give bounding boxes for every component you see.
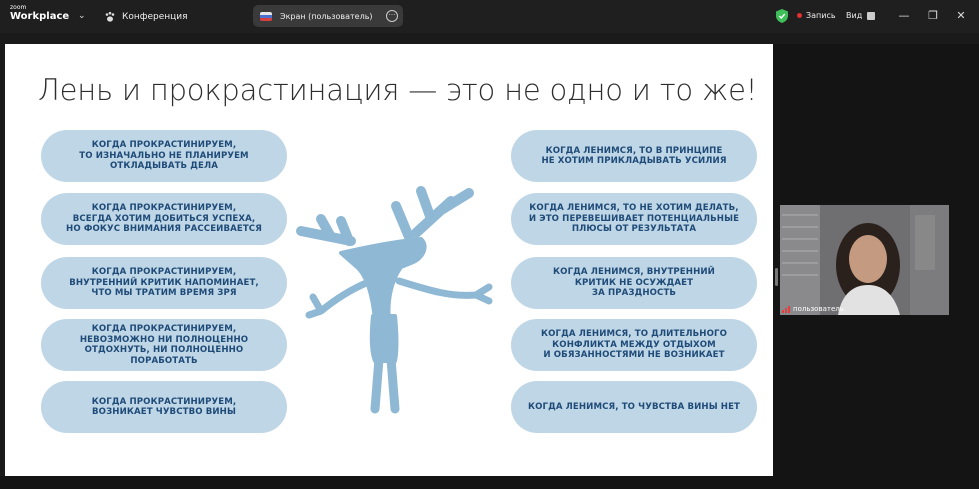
left-item: [41, 257, 287, 309]
bottom-bar: [0, 476, 979, 489]
right-item: [511, 193, 757, 245]
screen-share-label: Экран (пользователь): [280, 11, 373, 21]
moose-illustration: [291, 171, 501, 416]
participant-name: пользователь: [793, 305, 844, 313]
right-item: [511, 257, 757, 309]
shared-slide: [5, 44, 773, 476]
record-label: Запись: [806, 11, 836, 20]
right-item-text: КОГДА ЛЕНИМСЯ, ВНУТРЕННИЙ КРИТИК НЕ ОСУЖДАЕТ ЗА ПРАЗДНОСТЬ: [553, 267, 715, 299]
right-item: [511, 130, 757, 182]
right-item-text: КОГДА ЛЕНИМСЯ, ТО ДЛИТЕЛЬНОГО КОНФЛИКТА МЕЖДУ ОТДЫХОМ И ОБЯЗАННОСТЯМИ НЕ ВОЗНИКАЕТ: [541, 329, 727, 361]
left-item-text: КОГДА ПРОКРАСТИНИРУЕМ, НЕВОЗМОЖНО НИ ПОЛНОЦЕННО ОТДОХНУТЬ, НИ ПОЛНОЦЕННО ПОРАБОТАТЬ: [79, 324, 249, 366]
left-item: [41, 193, 287, 245]
right-item: [511, 381, 757, 433]
zoom-logo[interactable]: [10, 5, 69, 22]
flag-icon: [260, 12, 272, 21]
minimize-button[interactable]: —: [898, 9, 910, 22]
logo-small-text: zoom: [10, 4, 27, 11]
right-item-text: КОГДА ЛЕНИМСЯ, ТО В ПРИНЦИПЕ НЕ ХОТИМ ПРИКЛАДЫВАТЬ УСИЛИЯ: [541, 145, 727, 166]
view-button[interactable]: [846, 11, 875, 20]
right-item-text: КОГДА ЛЕНИМСЯ, ТО ЧУВСТВА ВИНЫ НЕТ: [527, 401, 741, 412]
participant-video[interactable]: [780, 205, 949, 315]
left-item-text: КОГДА ПРОКРАСТИНИРУЕМ, ВНУТРЕННИЙ КРИТИК НАПОМИНАЕТ, ЧТО МЫ ТРАТИМ ВРЕМЯ ЗРЯ: [69, 267, 259, 299]
right-item: [511, 319, 757, 371]
conference-label: Конференция: [122, 12, 188, 22]
slide-title: Лень и прокрастинация — это не одно и то же!: [38, 73, 758, 107]
shield-icon[interactable]: [776, 9, 788, 23]
participant-name-label: [782, 305, 844, 313]
close-button[interactable]: ✕: [956, 9, 966, 22]
left-item: [41, 130, 287, 182]
left-item-text: КОГДА ПРОКРАСТИНИРУЕМ, ТО ИЗНАЧАЛЬНО НЕ ПЛАНИРУЕМ ОТКЛАДЫВАТЬ ДЕЛА: [79, 140, 249, 172]
signal-strength-icon: [782, 306, 790, 313]
right-item-text: КОГДА ЛЕНИМСЯ, ТО НЕ ХОТИМ ДЕЛАТЬ, И ЭТО ПЕРЕВЕШИВАЕТ ПОТЕНЦИАЛЬНЫЕ ПЛЮСЫ ОТ РЕЗУЛЬТАТА: [528, 203, 740, 235]
screen-share-indicator[interactable]: [253, 5, 403, 27]
restore-button[interactable]: ❐: [928, 9, 938, 22]
logo-big-text: Workplace: [10, 11, 70, 22]
left-item: [41, 381, 287, 433]
conference-button[interactable]: [104, 9, 188, 25]
left-item-text: КОГДА ПРОКРАСТИНИРУЕМ, ВСЕГДА ХОТИМ ДОБИТЬСЯ УСПЕХА, НО ФОКУС ВНИМАНИЯ РАССЕИВАЕТСЯ: [66, 203, 262, 235]
more-options-icon[interactable]: ···: [386, 10, 398, 22]
participant-video-frame: [780, 205, 949, 315]
left-item-text: КОГДА ПРОКРАСТИНИРУЕМ, ВОЗНИКАЕТ ЧУВСТВО ВИНЫ: [91, 396, 237, 417]
view-layout-icon: [867, 12, 875, 20]
paw-icon: [104, 11, 116, 23]
left-item: [41, 319, 287, 371]
top-bar: [0, 0, 979, 33]
record-indicator[interactable]: [797, 11, 836, 20]
panel-resize-handle[interactable]: [775, 268, 778, 286]
view-label: Вид: [846, 11, 863, 20]
chevron-down-icon[interactable]: ⌄: [78, 11, 86, 21]
record-dot-icon: [797, 13, 802, 18]
